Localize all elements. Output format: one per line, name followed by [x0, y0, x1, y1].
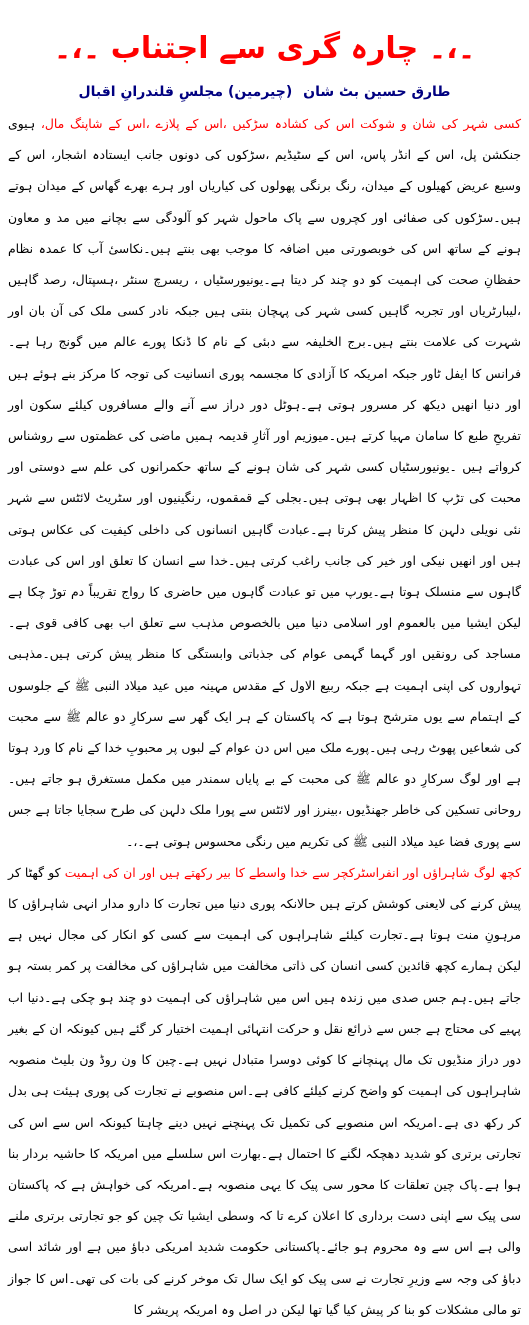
paragraph-1-body: ہیوی جنکشن پل، اس کے انڈر پاس، اس کے سٹیڈیم ،سڑکوں کی دونوں جانب ایستادہ اشجار، اس کے وسیع عریض کھیلوں کے میدان، رنگ برنگی پھولوں کی کیاریاں اور ہرے بھرے گھاس کے میدان ہوتے ہیں۔سڑکوں کی صفائی اور کچروں سے پاک ماحول شہر کو آلودگی سے بچانے میں مد و معاون ہونے کے ساتھ اس کی خوبصورتی میں اضافہ کا موجب بھی بنتے ہیں۔نکاسیٔ آب کا عمدہ نظام حفظانِ صحت کی اہمیت کو دو چند کر دیتا ہے۔یونیورسٹیاں ، ریسرچ سنٹر ،ہسپتال، رصد گاہیں ،لیبارٹریاں اور تجربہ گاہیں کسی شہر کی پہچان بنتی ہیں جبکہ نادر کسی ملک کی آن بان اور شہرت کی علامت بنتے ہیں۔برج الخلیفہ سے دبئی کے نام کا ڈنکا پورے عالم میں گونج رہا ہے۔فرانس کا ایفل ٹاور جبکہ امریکہ کا آزادی کا مجسمہ پوری انسانیت کی توجہ کا مرکز بنے ہوئے ہیں اور دنیا انھیں دیکھ کر مسرور ہوتی ہے۔ہوٹل دور دراز سے آنے والے مسافروں کیلئے سکون اور تفریحِ طبع کا سامان مہیا کرتے ہیں۔میوزیم اور آثارِ قدیمہ ہمیں ماضی کی عظمتوں سے روشناس کرواتے ہیں ۔یونیورسٹیاں کسی شہر کی شان ہونے کے ساتھ حکمرانوں کی علم سے دوستی اور محبت کی تڑپ کا اظہار بھی ہوتی ہیں۔بجلی کے قمقموں، رنگینیوں اور سٹریٹ لائٹس سے شہر نئی نویلی دلہن کا منظر پیش کرتا ہے۔عبادت گاہیں انسانوں کی داخلی کیفیت کی عکاس ہوتی ہیں اور انھیں نیکی اور خیر کی جانب راغب کرتی ہیں۔خدا سے انسان کا تعلق اور اس کی عبادت گاہوں سے منسلک ہوتا ہے۔یورپ میں تو عبادت گاہوں میں حاضری کا رواج تقریباً دم توڑ چکا ہے لیکن ایشیا میں بالعموم اور اسلامی دنیا میں بالخصوص مذہب سے تعلق اب بھی کافی قوی ہے۔مساجد کی رونقیں اور گہما گہمی عوام کی جذباتی وابستگی کا منظر پیش کرتی ہیں۔مذہبی تہواروں کی اپنی اہمیت ہے جبکہ ربیع الاول کے مقدس مہینہ میں عید میلاد النبی ﷺ کے جلوسوں کے اہتمام سے یوں مترشح ہوتا ہے کہ پاکستان کے ہر ایک گھر سے سرکارِ دو عالم ﷺ سے محبت کی شعاعیں پھوٹ رہی ہیں۔پورے ملک میں اس دن عوام کے لبوں پر محبوبِ خدا کے نام کا ورد ہوتا ہے اور لوگ سرکارِ دو عالم ﷺ کی محبت کے بے پایاں سمندر میں مکمل مستغرق ہو جاتے ہیں۔روحانی تسکین کی خاطر جھنڈیوں ،بینرز اور لائٹس سے پورا ملک دلہن کی طرح سجایا جاتا ہے جس سے پوری فضا عید میلاد النبی ﷺ کی تکریم میں رنگی محسوس ہوتی ہے۔،۔	[8, 116, 521, 849]
paragraph-1-lead: کسی شہر کی شان و شوکت اس کی کشادہ سڑکیں ،اس کے پلازے ،اس کے شاپنگ مال،	[40, 116, 521, 131]
article-byline	[8, 80, 521, 104]
article-paragraph-2	[8, 857, 521, 1325]
author-role: (چیرمین) مجلسِ قلندرانِ اقبال	[78, 84, 293, 100]
paragraph-2-lead: کچھ لوگ شاہراؤں اور انفراسٹرکچر سے خدا واسطے کا بیر رکھتے ہیں اور ان کی اہمیت	[64, 864, 522, 880]
author-name: طارق حسین بٹ شان	[303, 84, 451, 100]
paragraph-2-body: کو گھٹا کر پیش کرنے کی لایعنی کوشش کرتے ہیں حالانکہ پوری دنیا میں تجارت کا دارو مدار انہی شاہراؤں کا مرہونِ منت ہوتا ہے۔تجارت کیلئے شاہراہوں کی اہمیت سے کسی کو انکار کی مجال نہیں ہے لیکن ہمارے کچھ قائدین کسی انسان کی ذاتی مخالفت میں شاہراؤں کی مخالفت پر کمر بستہ ہو جاتے ہیں۔ہم جس صدی میں زندہ ہیں اس میں شاہراؤں کی اہمیت دو چند ہو چکی ہے۔دنیا اب پہیے کی محتاج ہے جس سے ذرائع نقل و حرکت انتہائی اہمیت اختیار کر گئے ہیں کیونکہ ان کے بغیر دور دراز منڈیوں تک مال پہنچانے کا کوئی دوسرا متبادل نہیں ہے۔چین کا ون روڈ ون بلیٹ منصوبہ شاہراہوں کی اہمیت کو واضح کرنے کیلئے کافی ہے۔اس منصوبے نے تجارت کی پوری ہیئت ہی بدل کر رکھ دی ہے۔امریکہ اس منصوبے کی تکمیل تک پہنچنے نہیں دینے چاہتا کیونکہ اس سے اس کی تجارتی برتری کو شدید دھچکہ لگنے کا احتمال ہے۔بھارت اس سلسلے میں امریکہ کا حاشیہ بردار بنا ہوا ہے۔پاک چین تعلقات کا محور سی پیک کا یہی منصوبہ ہے۔امریکہ کی خواہش ہے کہ پاکستان سی پیک سے اپنی دست برداری کا اعلان کرے تا کہ وسطی ایشیا تک چین کو جو تجارتی برتری ملنے والی ہے اس سے وہ محروم ہو جائے۔پاکستانی حکومت شدید امریکی دباؤ میں ہے اور شائد اسی دباؤ کی وجہ سے وزیرِ تجارت نے سی پیک کو ایک سال تک موخر کرنے کی بات کی تھی۔اس کا جواز تو مالی مشکلات کو بنا کر پیش کیا گیا تھا لیکن در اصل وہ امریکہ پریشر کا	[8, 864, 521, 1317]
article-title: ۔،۔ چارہ گری سے اجتناب ۔،۔	[53, 31, 476, 66]
article-paragraph-1	[8, 108, 521, 857]
